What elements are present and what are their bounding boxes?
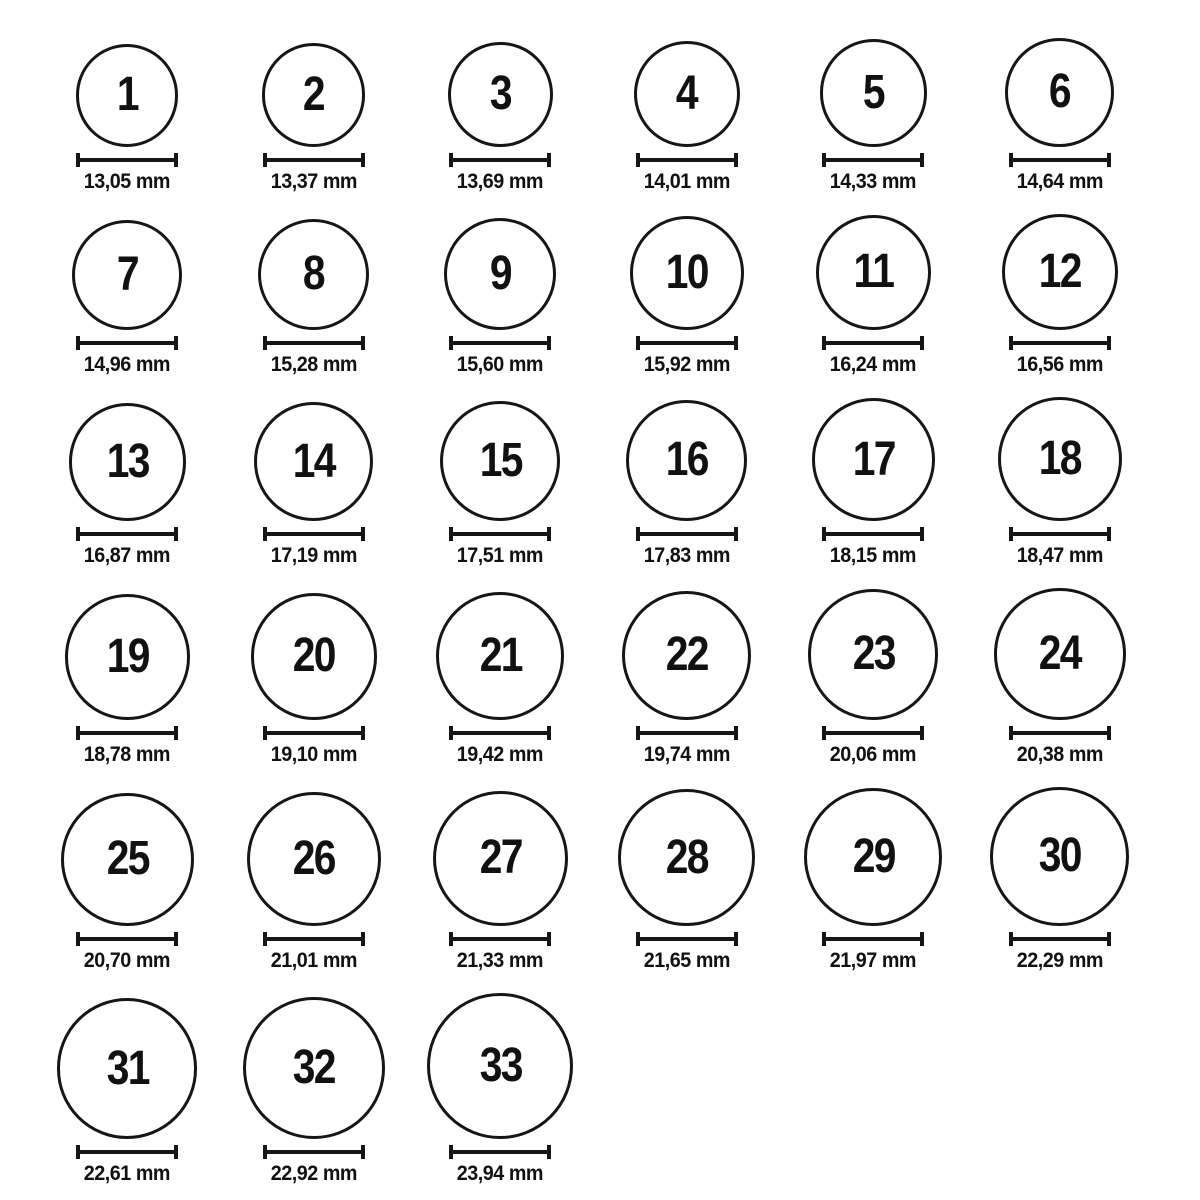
ring-circle [72, 220, 182, 330]
diameter-label: 14,33 mm [830, 169, 917, 193]
ring-size-item [967, 38, 1154, 194]
ring-size-item [221, 43, 408, 194]
ring-circle [618, 789, 755, 926]
ring-size-row [34, 214, 1153, 377]
ring-size-number: 8 [303, 247, 325, 301]
ring-circle [808, 589, 938, 719]
ring-size-item [407, 218, 594, 378]
diameter-measure-line [636, 726, 738, 740]
diameter-measure-line [636, 153, 738, 167]
ring-size-number: 17 [852, 432, 895, 486]
ring-circle [622, 591, 751, 720]
diameter-measure-line [76, 153, 178, 167]
ring-size-number: 21 [479, 628, 522, 682]
ring-circle [1002, 214, 1118, 330]
ring-size-item [594, 41, 781, 194]
diameter-measure-line [822, 153, 924, 167]
diameter-label: 21,33 mm [457, 948, 544, 972]
ring-circle [448, 42, 553, 147]
ring-size-item [780, 215, 967, 377]
ring-size-number: 18 [1038, 432, 1081, 485]
ring-size-number: 5 [862, 65, 884, 119]
ring-size-number: 13 [106, 435, 149, 489]
ring-circle [262, 43, 365, 146]
diameter-measure-line [1009, 336, 1111, 350]
ring-size-number: 26 [292, 831, 335, 885]
ring-circle [247, 792, 381, 926]
ring-size-row [34, 588, 1153, 767]
diameter-measure-line [1009, 153, 1111, 167]
diameter-label: 22,61 mm [84, 1161, 171, 1185]
diameter-label: 15,92 mm [643, 352, 730, 376]
diameter-measure-line [449, 527, 551, 541]
diameter-measure-line [1009, 527, 1111, 541]
ring-size-item [594, 591, 781, 767]
ring-size-number: 2 [303, 67, 325, 121]
diameter-measure-line [263, 1145, 365, 1159]
diameter-measure-line [822, 336, 924, 350]
diameter-measure-line [263, 932, 365, 946]
diameter-label: 17,19 mm [270, 543, 357, 567]
ring-size-item [34, 220, 221, 377]
diameter-label: 15,28 mm [270, 352, 357, 376]
ring-size-item [780, 589, 967, 766]
ring-size-item [594, 400, 781, 568]
diameter-label: 16,24 mm [830, 352, 917, 376]
diameter-label: 21,97 mm [830, 948, 917, 972]
diameter-label: 19,42 mm [457, 742, 544, 766]
diameter-label: 13,05 mm [84, 169, 171, 193]
ring-circle [820, 39, 927, 146]
diameter-measure-line [263, 527, 365, 541]
ring-size-number: 20 [292, 629, 335, 683]
ring-size-number: 14 [292, 434, 335, 488]
ring-circle [990, 787, 1129, 926]
diameter-label: 18,15 mm [830, 543, 917, 567]
ring-circle [626, 400, 747, 521]
diameter-label: 19,74 mm [643, 742, 730, 766]
ring-size-item [407, 42, 594, 194]
ring-size-item [34, 44, 221, 193]
diameter-measure-line [449, 726, 551, 740]
ring-size-number: 19 [106, 630, 149, 684]
diameter-measure-line [76, 527, 178, 541]
diameter-label: 13,37 mm [270, 169, 357, 193]
ring-size-number: 32 [292, 1040, 335, 1094]
diameter-measure-line [263, 726, 365, 740]
diameter-measure-line [449, 336, 551, 350]
diameter-label: 20,70 mm [84, 948, 171, 972]
diameter-measure-line [449, 932, 551, 946]
ring-circle [243, 997, 385, 1139]
diameter-label: 14,01 mm [643, 169, 730, 193]
ring-size-item [967, 397, 1154, 568]
diameter-measure-line [636, 932, 738, 946]
ring-circle [57, 998, 197, 1138]
diameter-label: 23,94 mm [457, 1161, 544, 1185]
diameter-measure-line [822, 932, 924, 946]
ring-size-item [221, 997, 408, 1186]
diameter-measure-line [449, 153, 551, 167]
ring-circle [994, 588, 1126, 720]
ring-size-number: 25 [106, 832, 149, 886]
diameter-label: 18,47 mm [1016, 543, 1103, 567]
ring-size-item [34, 793, 221, 973]
ring-size-number: 15 [479, 433, 522, 487]
ring-size-number: 29 [852, 829, 895, 883]
diameter-label: 22,29 mm [1016, 948, 1103, 972]
ring-circle [61, 793, 194, 926]
diameter-label: 20,06 mm [830, 742, 917, 766]
ring-size-item [407, 791, 594, 973]
ring-size-item [407, 401, 594, 568]
diameter-measure-line [636, 336, 738, 350]
ring-size-number: 27 [479, 831, 522, 885]
ring-size-number: 28 [665, 830, 708, 884]
diameter-label: 18,78 mm [84, 742, 171, 766]
diameter-measure-line [822, 726, 924, 740]
ring-size-item [34, 998, 221, 1186]
diameter-label: 17,51 mm [457, 543, 544, 567]
ring-circle [630, 216, 744, 330]
diameter-label: 22,92 mm [270, 1161, 357, 1185]
diameter-measure-line [263, 153, 365, 167]
ring-size-item [967, 214, 1154, 377]
diameter-label: 13,69 mm [457, 169, 544, 193]
ring-size-number: 6 [1049, 65, 1071, 119]
ring-size-number: 23 [852, 627, 895, 681]
diameter-measure-line [449, 1145, 551, 1159]
ring-circle [1005, 38, 1114, 147]
ring-size-number: 11 [853, 245, 894, 299]
diameter-measure-line [76, 1145, 178, 1159]
ring-size-item [221, 402, 408, 568]
ring-size-item [780, 398, 967, 568]
ring-size-number: 1 [116, 68, 138, 122]
diameter-label: 16,56 mm [1016, 352, 1103, 376]
ring-circle [812, 398, 935, 521]
diameter-label: 17,83 mm [643, 543, 730, 567]
ring-size-number: 22 [665, 628, 708, 682]
ring-size-row [34, 993, 1153, 1186]
ring-size-item [407, 993, 594, 1186]
ring-circle [804, 788, 942, 926]
ring-size-number: 30 [1038, 829, 1081, 883]
diameter-measure-line [1009, 932, 1111, 946]
diameter-measure-line [76, 932, 178, 946]
ring-size-number: 7 [116, 248, 138, 301]
diameter-measure-line [1009, 726, 1111, 740]
diameter-measure-line [76, 726, 178, 740]
ring-size-item [967, 588, 1154, 767]
ring-circle [258, 219, 369, 330]
ring-size-item [780, 39, 967, 193]
ring-circle [440, 401, 560, 521]
ring-size-number: 31 [106, 1041, 149, 1095]
ring-size-item [34, 594, 221, 766]
diameter-measure-line [822, 527, 924, 541]
diameter-label: 15,60 mm [457, 352, 544, 376]
diameter-measure-line [76, 336, 178, 350]
ring-circle [444, 218, 556, 330]
ring-size-number: 24 [1038, 626, 1081, 680]
ring-size-row [34, 397, 1153, 568]
diameter-label: 21,65 mm [643, 948, 730, 972]
ring-circle [76, 44, 178, 146]
ring-size-item [780, 788, 967, 973]
ring-size-item [221, 792, 408, 973]
ring-size-item [407, 592, 594, 767]
diameter-label: 20,38 mm [1016, 742, 1103, 766]
ring-size-number: 10 [665, 246, 708, 300]
diameter-label: 21,01 mm [270, 948, 357, 972]
ring-circle [69, 403, 186, 520]
ring-size-number: 16 [665, 433, 708, 487]
ring-size-item [594, 216, 781, 377]
ring-circle [427, 993, 573, 1139]
ring-size-item [221, 593, 408, 767]
ring-circle [816, 215, 931, 330]
ring-size-item [221, 219, 408, 377]
diameter-measure-line [636, 527, 738, 541]
ring-circle [254, 402, 373, 521]
ring-size-item [34, 403, 221, 568]
diameter-measure-line [263, 336, 365, 350]
ring-size-number: 3 [489, 67, 511, 121]
ring-size-item [594, 789, 781, 973]
ring-size-row [34, 38, 1153, 194]
ring-circle [634, 41, 740, 147]
ring-size-number: 33 [479, 1038, 522, 1092]
ring-circle [433, 791, 568, 926]
diameter-label: 14,64 mm [1016, 169, 1103, 193]
ring-size-item [967, 787, 1154, 973]
ring-circle [436, 592, 564, 720]
diameter-label: 14,96 mm [84, 352, 171, 376]
ring-size-number: 12 [1038, 244, 1081, 298]
diameter-label: 19,10 mm [270, 742, 357, 766]
ring-size-number: 9 [489, 246, 511, 300]
ring-size-number: 4 [676, 66, 698, 120]
diameter-label: 16,87 mm [84, 543, 171, 567]
ring-circle [251, 593, 377, 719]
ring-circle [998, 397, 1122, 521]
ring-size-row [34, 787, 1153, 973]
ring-circle [65, 594, 190, 719]
